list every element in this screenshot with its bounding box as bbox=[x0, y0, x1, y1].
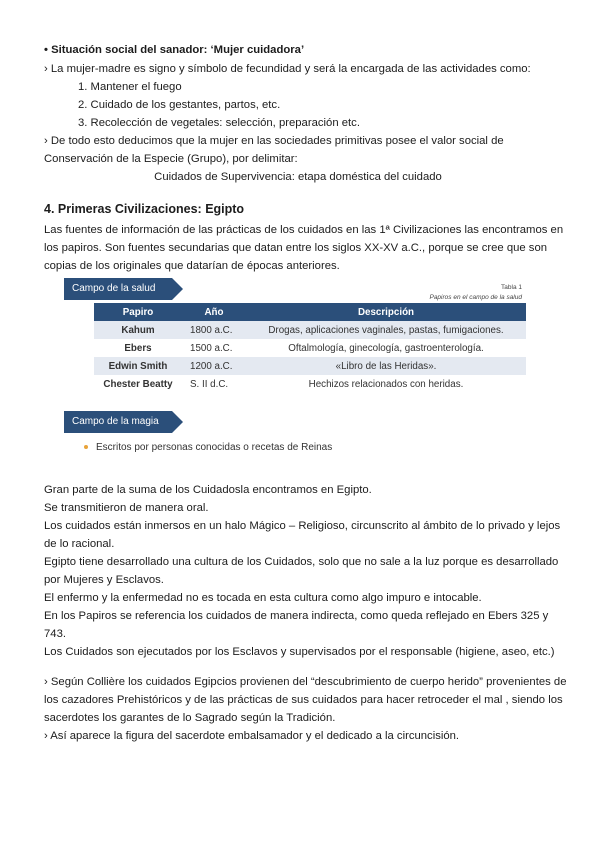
table-row bbox=[94, 321, 526, 339]
column-header: Descripción bbox=[246, 303, 526, 321]
body-line: Los Cuidados son ejecutados por los Esclavos y supervisados por el responsable (higiene, aseo, etc.) bbox=[44, 646, 555, 658]
table-cell: Hechizos relacionados con heridas. bbox=[308, 378, 464, 390]
table-cell: Oftalmología, ginecología, gastroenterología. bbox=[288, 342, 484, 354]
table-row bbox=[94, 357, 526, 375]
table-cell: 1800 a.C. bbox=[182, 321, 246, 339]
body-line: Los cuidados están inmersos en un halo Mágico – Religioso, circunscrito al ámbito de lo privado y lejos bbox=[44, 520, 561, 532]
list-item: 2. Cuidado de los gestantes, partos, etc. bbox=[78, 99, 281, 111]
closing-line: sacerdotes los garantes de lo Sagrado según la Tradición. bbox=[44, 712, 336, 724]
closing-line: › Así aparece la figura del sacerdote embalsamador y el dedicado a la circuncisión. bbox=[44, 730, 460, 742]
body-line: En los Papiros se referencia los cuidados de manera indirecta, como queda reflejado en Ebers 325 y bbox=[44, 610, 549, 622]
body-line: Se transmitieron de manera oral. bbox=[44, 502, 209, 514]
intro-line: Conservación de la Especie (Grupo), por delimitar: bbox=[44, 153, 298, 165]
centered-statement: Cuidados de Supervivencia: etapa doméstica del cuidado bbox=[154, 171, 442, 183]
list-item: 3. Recolección de vegetales: selección, preparación etc. bbox=[78, 117, 360, 129]
intro-heading: • Situación social del sanador: ‘Mujer cuidadora’ bbox=[44, 44, 305, 56]
magia-bullet-text: Escritos por personas conocidas o recetas de Reinas bbox=[96, 442, 333, 453]
table-cell: Kahum bbox=[94, 321, 182, 339]
table-cell: 1200 a.C. bbox=[182, 357, 246, 375]
table-caption-title: Papiros en el campo de la salud bbox=[429, 294, 522, 301]
paragraph-line: copias de los originales que datarían de épocas anteriores. bbox=[44, 260, 340, 272]
table-cell: Ebers bbox=[124, 342, 152, 354]
banner-salud: Campo de la salud bbox=[64, 278, 172, 300]
banner-magia: Campo de la magia bbox=[64, 411, 172, 433]
closing-line: › Según Collière los cuidados Egipcios provienen del “descubrimiento de cuerpo herido” provenientes de bbox=[44, 676, 567, 688]
body-line: El enfermo y la enfermedad no es tocada en esta cultura como algo impuro e intocable. bbox=[44, 592, 482, 604]
closing-line: los cazadores Prehistóricos y de las prácticas de sus cuidados para hacer retroceder el mal , siendo los bbox=[44, 694, 563, 706]
papiros-table bbox=[94, 303, 526, 393]
table-cell: «Libro de las Heridas». bbox=[246, 357, 526, 375]
body-line: de lo racional. bbox=[44, 538, 115, 550]
column-header: Papiro bbox=[94, 303, 182, 321]
section-title: 4. Primeras Civilizaciones: Egipto bbox=[44, 202, 245, 216]
list-item: 1. Mantener el fuego bbox=[78, 81, 182, 93]
table-cell: S. II d.C. bbox=[190, 378, 229, 390]
paragraph-line: los papiros. Son fuentes secundarias que datan entre los siglos XX-XV a.C., porque se cree que son bbox=[44, 242, 548, 254]
bullet-dot-icon bbox=[84, 445, 88, 449]
intro-line: › De todo esto deducimos que la mujer en las sociedades primitivas posee el valor social de bbox=[44, 135, 504, 147]
body-line: Gran parte de la suma de los Cuidadosla encontramos en Egipto. bbox=[44, 484, 372, 496]
body-line: por Mujeres y Esclavos. bbox=[44, 574, 164, 586]
paragraph-line: Las fuentes de información de las prácticas de los cuidados en las 1ª Civilizaciones las encontramos en bbox=[44, 224, 564, 236]
table-row bbox=[94, 375, 526, 393]
table-cell: Drogas, aplicaciones vaginales, pastas, fumigaciones. bbox=[246, 321, 526, 339]
magia-bullet-item bbox=[84, 440, 332, 456]
table-cell: 1500 a.C. bbox=[190, 342, 233, 354]
table-cell: Edwin Smith bbox=[94, 357, 182, 375]
table-row bbox=[94, 339, 526, 357]
intro-line: › La mujer-madre es signo y símbolo de fecundidad y será la encargada de las actividades como: bbox=[44, 63, 531, 75]
table-caption-number: Tabla 1 bbox=[501, 284, 522, 291]
body-line: 743. bbox=[44, 628, 66, 640]
column-header: Año bbox=[182, 303, 246, 321]
table-cell: Chester Beatty bbox=[103, 378, 173, 390]
body-line: Egipto tiene desarrollado una cultura de los Cuidados, solo que no sale a la luz porque es desarrollado bbox=[44, 556, 559, 568]
